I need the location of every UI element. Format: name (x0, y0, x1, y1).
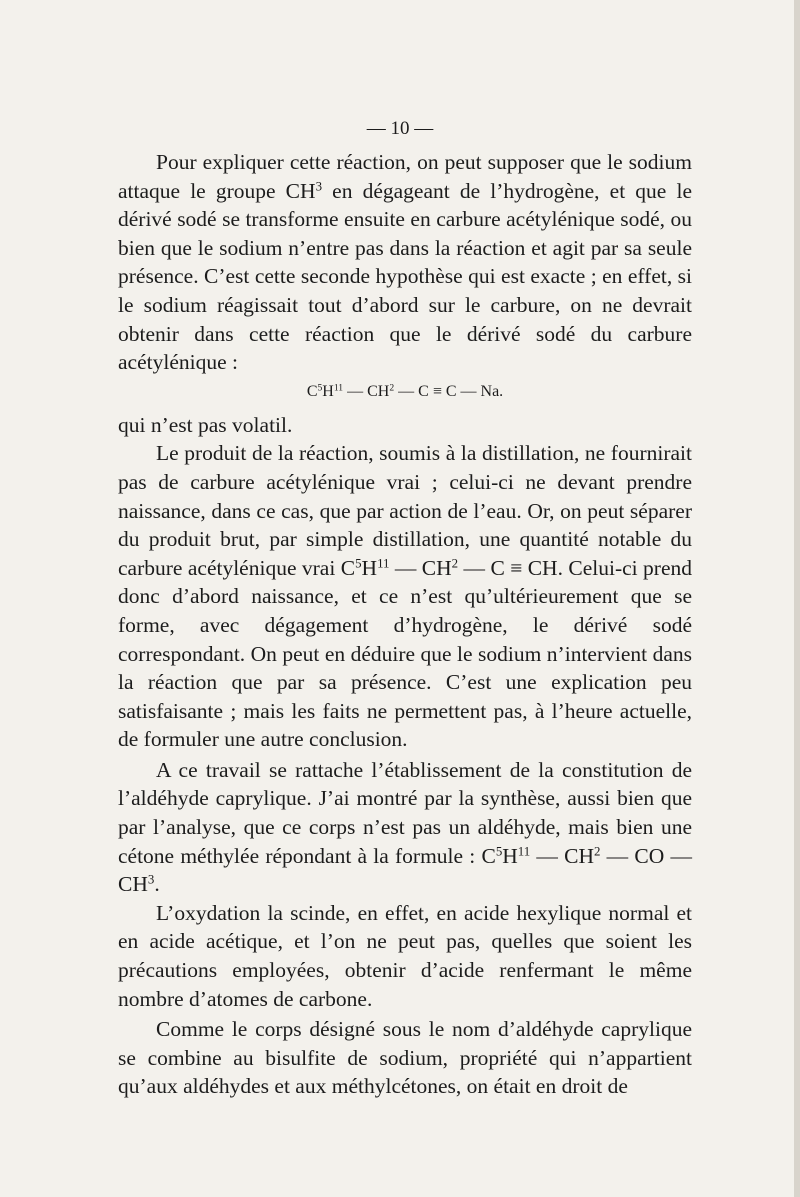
p4-text-e: . (154, 872, 160, 897)
paragraph-1 (118, 148, 692, 377)
p4-text-d: — CO — CH (118, 843, 692, 897)
p4-sup-d: 3 (147, 872, 155, 887)
p4-sup-c: 2 (594, 843, 601, 858)
formula1-sup-a: 5 (317, 382, 323, 393)
paragraph-4 (118, 756, 692, 899)
p4-sup-b: 11 (517, 843, 531, 858)
p1-sup: 3 (315, 178, 323, 193)
formula1-part-a: C (306, 382, 318, 400)
paragraph-6: Comme le corps désigné sous le nom d’aldéhyde caprylique se combine au bisulfite de sodium, propriété qui n’appartient qu’aux aldéhydes et aux méthylcétones, on était en droit de (118, 1017, 692, 1099)
p1-text-a: Pour expliquer cette réaction, on peut supposer que le sodium attaque le groupe CH (118, 150, 692, 203)
body-text (118, 148, 692, 1101)
formula-sodium-derivative (118, 381, 692, 403)
formula1-part-b: H (322, 382, 334, 400)
formula1-part-c: — CH (343, 382, 390, 400)
p3-sup-a: 5 (355, 555, 362, 570)
p4-sup-a: 5 (495, 843, 503, 858)
p3-text-c: — CH (389, 555, 452, 580)
paragraph-3 (118, 439, 692, 754)
paragraph-5: L’oxydation la scinde, en effet, en acide hexylique normal et en acide acétique, et l’on ne peut pas, quelles que soient les précautions employées, obtenir d’acide renfermant le même nombre d’atomes de carbone. (118, 900, 692, 1011)
page-number: — 10 — (366, 118, 434, 139)
p4-text-b: H (502, 843, 518, 868)
p3-text-b: H (361, 555, 378, 580)
p3-text-a: Le produit de la réaction, soumis à la distillation, ne fournirait pas de carbure acétylénique vrai ; celui-ci ne devant prendre naissance, dans ce cas, que par action de l’eau. Or, on peut séparer du produit brut, par simple distillation, une quantité notable du carbure acétylénique vrai C (118, 441, 692, 580)
formula1-sup-c: 2 (389, 382, 395, 393)
p3-sup-b: 11 (377, 555, 390, 570)
p3-sup-c: 2 (451, 555, 459, 570)
p3-text-d: — C ≡ CH. Celui-ci prend donc d’abord naissance, et ce n’est qu’ultérieurement que se forme, avec dégagement d’hydrogène, le dérivé sodé correspondant. On peut en déduire que le sodium n’intervient dans la réaction que par sa présence. C’est une explication peu satisfaisante ; mais les faits ne permettent pas, à l’heure actuelle, de formuler une autre conclusion. (118, 555, 692, 752)
formula1-sup-b: 11 (333, 382, 344, 393)
p1-text-b: en dégageant de l’hydrogène, et que le dérivé sodé se transforme ensuite en carbure acétylénique sodé, ou bien que le sodium n’entre pas dans la réaction et agit par sa seule présence. C’est cette seconde hypothèse qui est exacte ; en effet, si le sodium réagissait tout d’abord sur le carbure, on ne devrait obtenir dans cette réaction que le dérivé sodé du carbure acétylénique : (118, 178, 692, 375)
p4-text-a: A ce travail se rattache l’établissement de la constitution de l’aldéhyde caprylique. J’ai montré par la synthèse, aussi bien que par l’analyse, que ce corps n’est pas un aldéhyde, mais bien une cétone méthylée répondant à la formule : C (118, 757, 692, 868)
formula1-part-d: — C ≡ C — Na. (394, 382, 504, 400)
p4-text-c: — CH (530, 843, 595, 868)
page-edge-shadow (794, 0, 800, 1197)
paragraph-2: qui n’est pas volatil. (118, 412, 293, 437)
